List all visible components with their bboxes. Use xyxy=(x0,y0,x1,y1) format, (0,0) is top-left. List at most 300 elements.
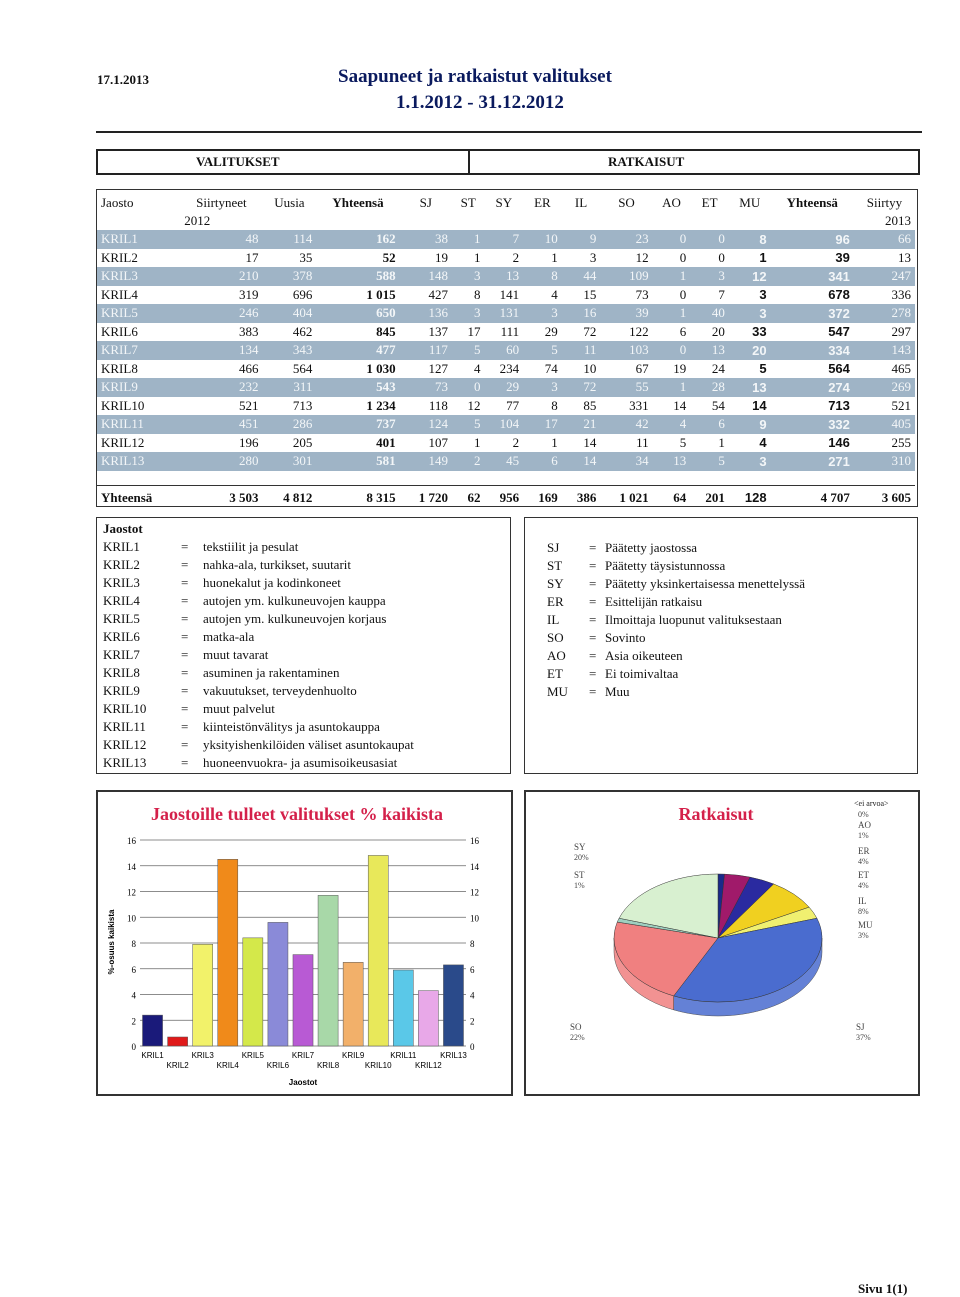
legend-desc: asuminen ja rakentaminen xyxy=(203,665,340,680)
table-cell: 67 xyxy=(635,360,649,376)
ratkaisu-legend-item xyxy=(547,594,907,612)
legend-desc: Sovinto xyxy=(605,630,646,645)
table-cell: 10 xyxy=(583,360,597,376)
table-cell: 234 xyxy=(499,360,520,376)
table-cell: 42 xyxy=(600,415,652,434)
ratkaisu-legend-item xyxy=(547,666,907,684)
table-total-row xyxy=(97,485,915,510)
legend-code: ST xyxy=(547,558,563,573)
pie-label-so: SO xyxy=(570,1022,582,1032)
column-header: Yhteensä xyxy=(786,195,838,210)
pie-pct-mu: 3% xyxy=(858,931,869,940)
legend-desc: Päätetty yksinkertaisessa menettelyssä xyxy=(605,576,806,591)
legend-desc: Päätetty jaostossa xyxy=(605,540,698,555)
table-row xyxy=(97,434,915,453)
total-cell: 4 707 xyxy=(820,489,850,505)
legend-desc: Muu xyxy=(605,684,630,699)
total-cell: 1 720 xyxy=(418,489,448,505)
row-label: KRIL2 xyxy=(101,249,138,265)
table-cell: 2 xyxy=(512,249,520,265)
total-cell: 1 021 xyxy=(619,489,649,505)
table-cell: 0 xyxy=(653,230,691,249)
table-cell: 588 xyxy=(316,267,399,286)
legend-equals: = xyxy=(589,612,597,627)
bar-chart-panel xyxy=(96,790,513,1096)
table-cell: 1 015 xyxy=(366,286,396,302)
legend-desc: Ilmoittaja luopunut valituksestaan xyxy=(605,612,782,627)
table-cell: 1 xyxy=(653,378,691,397)
table-cell: 336 xyxy=(891,286,911,302)
legend-code: AO xyxy=(547,648,566,663)
pie-pct-ao: 1% xyxy=(858,831,869,840)
table-row xyxy=(97,230,915,249)
table-cell: 16 xyxy=(562,304,601,323)
table-cell: 117 xyxy=(400,341,452,360)
table-cell: 383 xyxy=(239,323,259,339)
table-row xyxy=(97,360,915,379)
table-cell: 0 xyxy=(653,341,691,360)
legend-code: ET xyxy=(547,666,563,681)
table-cell: 131 xyxy=(484,304,523,323)
legend-code: KRIL1 xyxy=(103,539,140,554)
table-row xyxy=(97,341,915,360)
row-label: KRIL12 xyxy=(101,434,145,450)
legend-desc: vakuutukset, terveydenhuolto xyxy=(203,683,357,698)
table-row xyxy=(97,452,915,471)
row-label: KRIL13 xyxy=(97,452,180,471)
y-tick-label: 16 xyxy=(127,836,136,846)
table-cell: 74 xyxy=(544,360,558,376)
table-cell: 278 xyxy=(854,304,915,323)
legend-desc: Esittelijän ratkaisu xyxy=(605,594,703,609)
table-cell: 0 xyxy=(690,230,729,249)
y-tick-label: 10 xyxy=(127,913,136,924)
jaosto-legend-item xyxy=(103,701,503,719)
x-tick-label: KRIL9 xyxy=(342,1051,365,1060)
legend-equals: = xyxy=(181,611,189,626)
table-cell: 6 xyxy=(679,323,687,339)
bar-kril6 xyxy=(268,922,288,1046)
legend-code: KRIL9 xyxy=(103,683,140,698)
total-cell: 62 xyxy=(467,489,481,505)
table-cell: 72 xyxy=(562,378,601,397)
empty-cell xyxy=(600,213,652,230)
table-cell: 271 xyxy=(771,452,854,471)
legend-code: KRIL3 xyxy=(103,575,140,590)
legend-code: SO xyxy=(547,630,564,645)
table-cell: 0 xyxy=(718,249,725,265)
bar-kril8 xyxy=(318,895,338,1046)
jaosto-legend-item xyxy=(103,737,503,755)
jaosto-legend-item xyxy=(103,539,503,557)
table-cell: 341 xyxy=(771,267,854,286)
table-cell: 1 xyxy=(473,249,481,265)
table-cell: 39 xyxy=(600,304,652,323)
ratkaisu-legend-item xyxy=(547,684,907,702)
legend-desc: muut palvelut xyxy=(203,701,275,716)
table-cell: 8 xyxy=(729,230,771,249)
table-cell: 5 xyxy=(523,341,562,360)
table-cell: 4 xyxy=(653,415,691,434)
column-header: AO xyxy=(662,195,681,210)
table-cell: 12 xyxy=(467,397,481,413)
table-cell: 122 xyxy=(629,323,649,339)
jaosto-legend-item xyxy=(103,593,503,611)
column-header: IL xyxy=(574,195,588,210)
table-row xyxy=(97,304,915,323)
table-cell: 331 xyxy=(629,397,649,413)
table-cell: 3 xyxy=(690,267,729,286)
x-tick-label: KRIL4 xyxy=(216,1061,239,1070)
legend-code: KRIL10 xyxy=(103,701,147,716)
jaosto-legend-item xyxy=(103,557,503,575)
table-cell: 3 xyxy=(452,304,485,323)
spacer-cell xyxy=(400,471,452,486)
y-tick-label: 14 xyxy=(127,861,136,872)
table-cell: 1 xyxy=(452,230,485,249)
pie-label-sy: SY xyxy=(574,842,586,852)
table-cell: 401 xyxy=(376,434,396,450)
table-cell: 13 xyxy=(690,341,729,360)
empty-cell xyxy=(771,213,854,230)
table-cell: 0 xyxy=(679,286,687,302)
table-cell: 17 xyxy=(245,249,259,265)
table-cell: 24 xyxy=(711,360,725,376)
table-cell: 246 xyxy=(180,304,262,323)
table-cell: 14 xyxy=(673,397,687,413)
table-cell: 73 xyxy=(400,378,452,397)
table-cell: 280 xyxy=(180,452,262,471)
y-tick-label-right: 0 xyxy=(470,1042,475,1052)
table-cell: 477 xyxy=(316,341,399,360)
legend-desc: Asia oikeuteen xyxy=(605,648,683,663)
table-cell: 1 xyxy=(551,434,558,450)
table-cell: 8 xyxy=(523,267,562,286)
column-header: SJ xyxy=(419,195,432,210)
bar-kril7 xyxy=(293,955,313,1046)
table-cell: 15 xyxy=(583,286,597,302)
empty-cell xyxy=(452,213,485,230)
legend-code: KRIL4 xyxy=(103,593,140,608)
table-cell: 311 xyxy=(263,378,317,397)
row-label: KRIL5 xyxy=(97,304,180,323)
x-tick-label: KRIL11 xyxy=(390,1051,417,1060)
column-header: SY xyxy=(495,195,513,210)
table-cell: 29 xyxy=(544,323,558,339)
pie-pct-st: 1% xyxy=(574,881,585,890)
pie-label-il: IL xyxy=(858,896,867,906)
table-cell: 543 xyxy=(316,378,399,397)
bar-kril4 xyxy=(218,859,238,1046)
table-cell: 310 xyxy=(854,452,915,471)
legend-equals: = xyxy=(181,737,189,752)
section-valitukset: VALITUKSET xyxy=(196,154,280,169)
jaosto-legend-item xyxy=(103,665,503,683)
ratkaisu-legend-item xyxy=(547,540,907,558)
empty-cell xyxy=(729,213,771,230)
pie-chart-panel xyxy=(524,790,920,1096)
ratkaisut-legend xyxy=(524,517,918,774)
empty-cell xyxy=(562,213,601,230)
pie-chart xyxy=(526,792,918,1094)
spacer-cell xyxy=(180,471,262,486)
table-cell: 9 xyxy=(729,415,771,434)
row-label: KRIL10 xyxy=(101,397,145,413)
jaostot-legend xyxy=(96,517,511,774)
spacer-cell xyxy=(600,471,652,486)
table-cell: 2 xyxy=(452,452,485,471)
table-cell: 29 xyxy=(484,378,523,397)
table-cell: 38 xyxy=(400,230,452,249)
table-cell: 52 xyxy=(382,249,396,265)
legend-equals: = xyxy=(181,665,189,680)
column-header: ST xyxy=(460,195,476,210)
jaosto-legend-item xyxy=(103,683,503,701)
table-cell: 4 xyxy=(551,286,558,302)
table-cell: 11 xyxy=(636,434,649,450)
legend-desc: nahka-ala, turkikset, suutarit xyxy=(203,557,352,572)
table-cell: 451 xyxy=(180,415,262,434)
legend-code: KRIL11 xyxy=(103,719,146,734)
table-cell: 40 xyxy=(690,304,729,323)
table-cell: 127 xyxy=(428,360,448,376)
table-cell: 6 xyxy=(523,452,562,471)
pie-chart-title: Ratkaisut xyxy=(678,804,754,824)
table-cell: 247 xyxy=(854,267,915,286)
legend-desc: huoneenvuokra- ja asumisoikeusasiat xyxy=(203,755,398,770)
table-cell: 162 xyxy=(316,230,399,249)
section-header-bar xyxy=(96,149,920,175)
table-cell: 20 xyxy=(729,341,771,360)
table-cell: 301 xyxy=(263,452,317,471)
legend-code: SY xyxy=(547,576,564,591)
row-label: KRIL9 xyxy=(97,378,180,397)
jaosto-legend-item xyxy=(103,719,503,737)
table-cell: 5 xyxy=(452,341,485,360)
jaostot-legend-title: Jaostot xyxy=(103,521,143,536)
legend-equals: = xyxy=(589,684,597,699)
total-cell: 128 xyxy=(744,490,767,505)
table-cell: 3 xyxy=(523,378,562,397)
pie-label-ao: AO xyxy=(858,820,871,830)
empty-cell xyxy=(97,213,180,230)
empty-cell xyxy=(690,213,729,230)
row-label: KRIL6 xyxy=(101,323,138,339)
table-cell: 146 xyxy=(828,435,850,451)
table-row xyxy=(97,323,915,342)
spacer-cell xyxy=(263,471,317,486)
spacer-cell xyxy=(316,471,399,486)
x-tick-label: KRIL8 xyxy=(316,1061,340,1070)
legend-desc: matka-ala xyxy=(203,629,255,644)
column-header: Yhteensä xyxy=(332,195,384,210)
legend-code: KRIL8 xyxy=(103,665,140,680)
table-row xyxy=(97,267,915,286)
table-cell: 72 xyxy=(583,323,597,339)
table-cell: 12 xyxy=(729,267,771,286)
bar-kril3 xyxy=(193,944,213,1046)
table-cell: 13 xyxy=(729,378,771,397)
pie-pct-et: 4% xyxy=(858,881,869,890)
bar-kril11 xyxy=(393,970,413,1046)
bar-kril12 xyxy=(418,991,438,1046)
table-row xyxy=(97,397,915,416)
table-cell: 109 xyxy=(600,267,652,286)
table-cell: 232 xyxy=(180,378,262,397)
title-divider xyxy=(96,131,922,133)
table-cell: 17 xyxy=(467,323,481,339)
table-cell: 297 xyxy=(891,323,911,339)
table-cell: 255 xyxy=(891,434,911,450)
table-cell: 85 xyxy=(583,397,597,413)
legend-equals: = xyxy=(589,594,597,609)
legend-desc: Ei toimivaltaa xyxy=(605,666,679,681)
table-cell: 713 xyxy=(292,397,313,413)
table-cell: 5 xyxy=(679,434,687,450)
spacer-cell xyxy=(484,471,523,486)
ratkaisu-legend-item xyxy=(547,612,907,630)
table-cell: 19 xyxy=(434,249,448,265)
legend-equals: = xyxy=(181,647,189,662)
y-tick-label: 8 xyxy=(131,939,136,949)
legend-equals: = xyxy=(589,576,597,591)
jaosto-legend-item xyxy=(103,629,503,647)
ratkaisu-legend-item xyxy=(547,630,907,648)
legend-equals: = xyxy=(589,666,597,681)
legend-equals: = xyxy=(181,593,189,608)
jaosto-legend-item xyxy=(103,755,503,773)
table-cell: 9 xyxy=(562,230,601,249)
table-cell: 118 xyxy=(428,397,448,413)
row-label: KRIL8 xyxy=(101,360,138,376)
pie-label-st: ST xyxy=(574,870,585,880)
spacer-cell xyxy=(771,471,854,486)
jaosto-legend-item xyxy=(103,611,503,629)
bar-chart-title: Jaostoille tulleet valitukset % kaikista xyxy=(151,804,443,824)
table-cell: 13 xyxy=(484,267,523,286)
table-cell: 196 xyxy=(239,434,259,450)
pie-pct-sj: 37% xyxy=(856,1033,871,1042)
table-cell: 23 xyxy=(600,230,652,249)
empty-cell xyxy=(523,213,562,230)
table-cell: 124 xyxy=(400,415,452,434)
table-cell: 148 xyxy=(400,267,452,286)
table-cell: 21 xyxy=(562,415,601,434)
table-cell: 547 xyxy=(828,324,850,340)
spacer-cell xyxy=(452,471,485,486)
y-tick-label-right: 4 xyxy=(470,990,475,1001)
table-cell: 66 xyxy=(854,230,915,249)
table-cell: 1 234 xyxy=(366,397,396,413)
row-label: KRIL7 xyxy=(97,341,180,360)
table-cell: 14 xyxy=(752,398,767,414)
table-cell: 48 xyxy=(180,230,262,249)
table-cell: 8 xyxy=(551,397,558,413)
legend-equals: = xyxy=(181,539,189,554)
legend-desc: huonekalut ja kodinkoneet xyxy=(203,575,341,590)
empty-cell xyxy=(316,213,399,230)
table-cell: 103 xyxy=(600,341,652,360)
y-tick-label-right: 16 xyxy=(470,836,479,846)
legend-code: KRIL6 xyxy=(103,629,140,644)
y-tick-label-right: 10 xyxy=(470,913,479,924)
x-tick-label: KRIL12 xyxy=(415,1061,442,1070)
spacer-cell xyxy=(562,471,601,486)
table-row xyxy=(97,415,915,434)
empty-cell xyxy=(400,213,452,230)
ratkaisu-legend-item xyxy=(547,576,907,594)
table-cell: 143 xyxy=(854,341,915,360)
table-cell: 11 xyxy=(562,341,601,360)
table-cell: 107 xyxy=(428,434,448,450)
table-cell: 12 xyxy=(635,249,649,265)
table-cell: 5 xyxy=(690,452,729,471)
total-cell: 386 xyxy=(576,489,597,505)
legend-equals: = xyxy=(589,630,597,645)
table-cell: 332 xyxy=(771,415,854,434)
table-cell: 713 xyxy=(828,398,850,414)
ratkaisu-legend-item xyxy=(547,648,907,666)
table-cell: 1 xyxy=(718,434,725,450)
spacer-cell xyxy=(653,471,691,486)
pie-label-et: ET xyxy=(858,870,869,880)
table-cell: 405 xyxy=(854,415,915,434)
table-cell: 34 xyxy=(600,452,652,471)
table-cell: 269 xyxy=(854,378,915,397)
column-header: ET xyxy=(701,195,718,210)
legend-equals: = xyxy=(181,701,189,716)
table-cell: 134 xyxy=(180,341,262,360)
table-cell: 4 xyxy=(473,360,481,376)
table-spacer-row xyxy=(97,471,915,486)
table-row xyxy=(97,286,915,305)
table-cell: 343 xyxy=(263,341,317,360)
table-cell: 54 xyxy=(711,397,725,413)
table-cell: 73 xyxy=(635,286,649,302)
total-cell: 956 xyxy=(499,489,520,505)
jaosto-legend-item xyxy=(103,575,503,593)
bar-kril9 xyxy=(343,962,363,1046)
legend-desc: yksityishenkilöiden väliset asuntokaupat xyxy=(203,737,414,752)
table-year-row xyxy=(97,213,915,230)
legend-desc: muut tavarat xyxy=(203,647,269,662)
legend-equals: = xyxy=(181,557,189,572)
table-cell: 334 xyxy=(771,341,854,360)
legend-desc: tekstiilit ja pesulat xyxy=(203,539,299,554)
table-cell: 20 xyxy=(711,323,725,339)
table-cell: 45 xyxy=(484,452,523,471)
row-label: KRIL11 xyxy=(97,415,180,434)
table-cell: 737 xyxy=(316,415,399,434)
y-axis-label: %-osuus kaikista xyxy=(107,909,116,975)
table-cell: 465 xyxy=(891,360,911,376)
x-tick-label: KRIL2 xyxy=(166,1061,189,1070)
report-period: 1.1.2012 - 31.12.2012 xyxy=(396,92,564,113)
empty-cell xyxy=(484,213,523,230)
table-cell: 17 xyxy=(523,415,562,434)
y-tick-label: 4 xyxy=(131,990,136,1001)
table-cell: 4 xyxy=(759,435,767,451)
legend-equals: = xyxy=(181,629,189,644)
report-date: 17.1.2013 xyxy=(97,72,149,87)
report-title: Saapuneet ja ratkaistut valitukset xyxy=(338,66,612,87)
table-cell: 3 xyxy=(452,267,485,286)
table-cell: 3 xyxy=(759,287,767,303)
legend-code: IL xyxy=(547,612,560,627)
table-cell: 55 xyxy=(600,378,652,397)
total-cell: 3 503 xyxy=(229,489,259,505)
legend-equals: = xyxy=(181,575,189,590)
